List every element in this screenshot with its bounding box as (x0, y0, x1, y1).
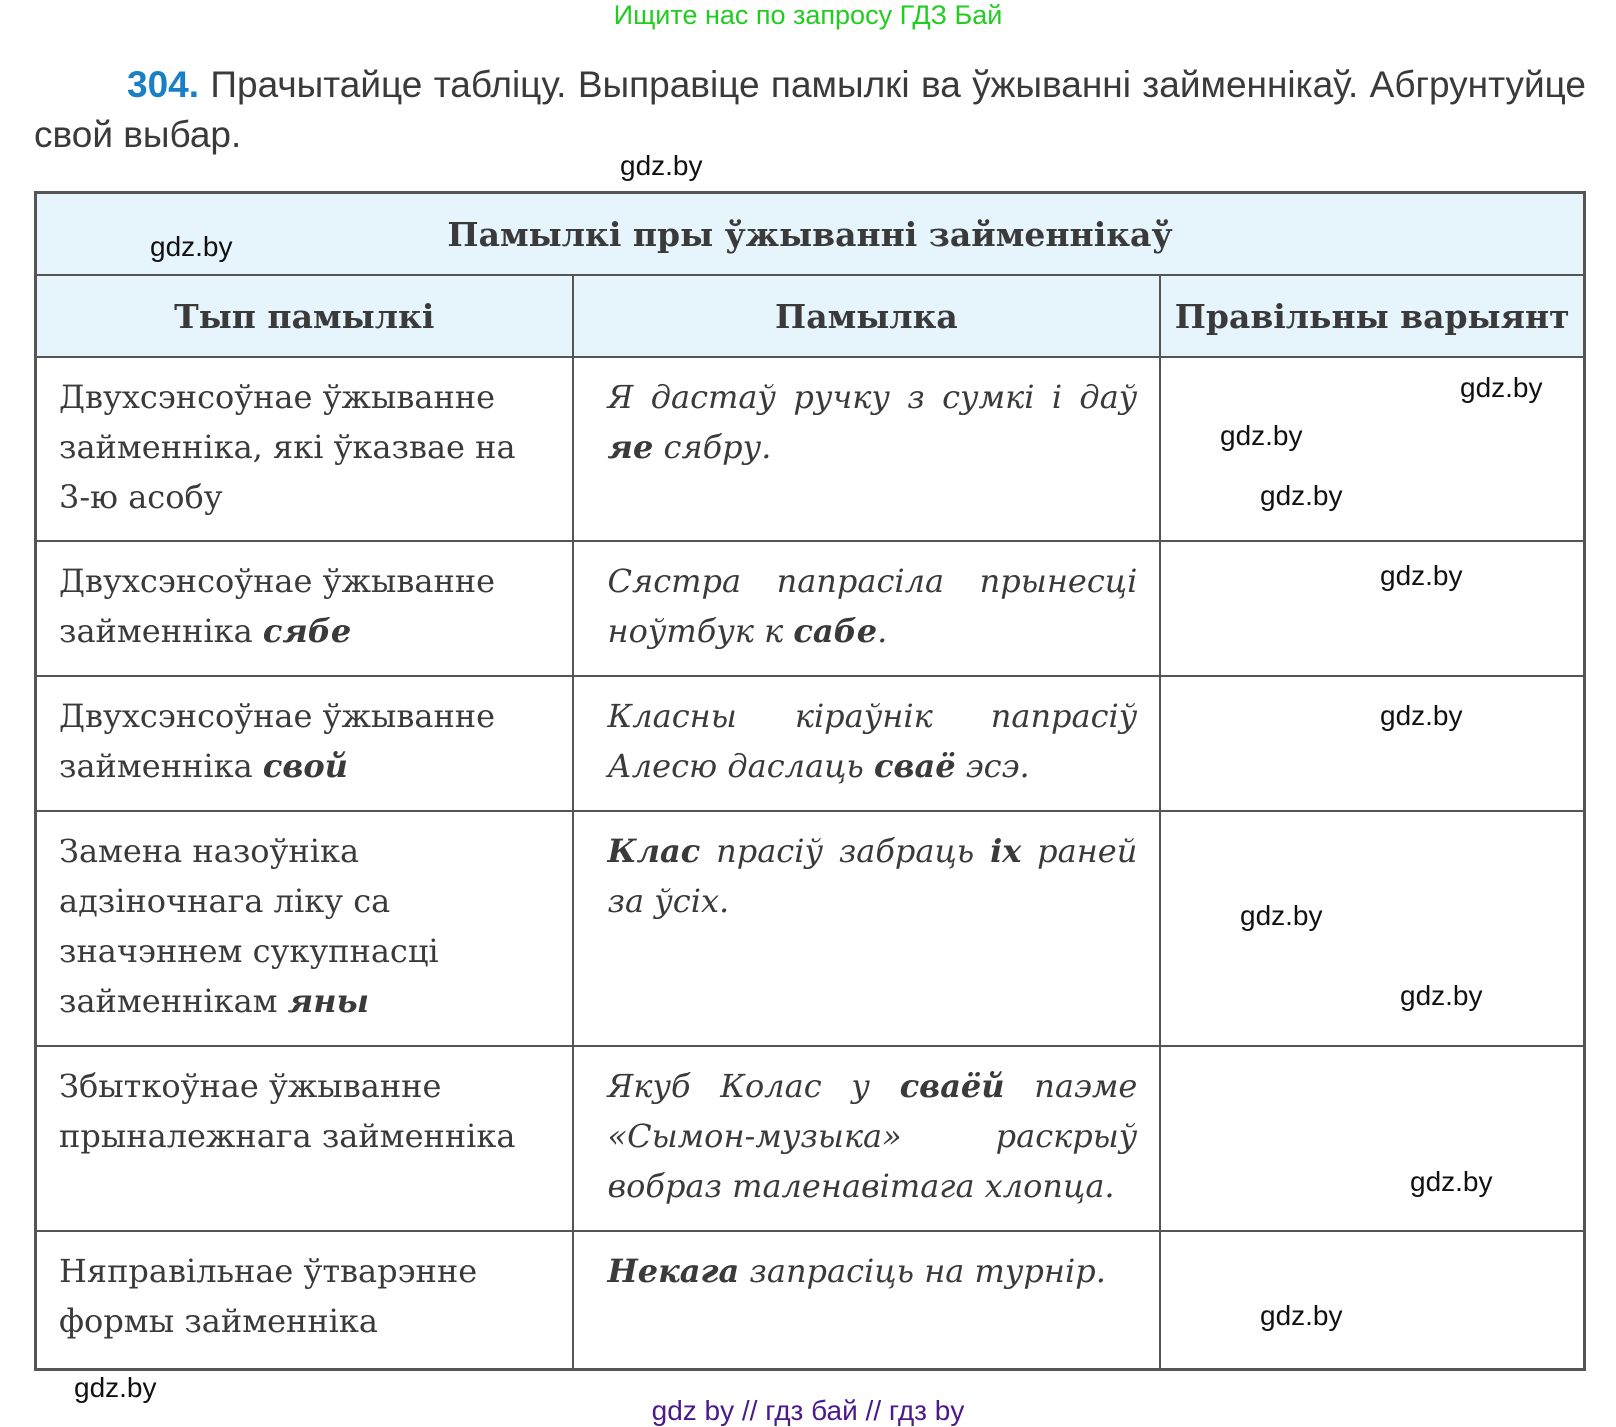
header-correct: Правільны варыянт (1160, 275, 1584, 357)
example-bold-start: Некага (607, 1252, 740, 1290)
task-statement (34, 60, 1586, 160)
error-type-cell (36, 811, 573, 1046)
error-type: Двухсэнсоўнае ўжыванне займенніка (59, 562, 496, 650)
error-example-cell (573, 357, 1161, 541)
example-text-end: . (877, 612, 888, 650)
error-type: Няправільнае ўтварэнне формы займенніка (59, 1252, 478, 1340)
table-row (36, 541, 1585, 676)
example-text-end: сябру. (653, 428, 772, 466)
error-type: Замена назоўніка адзіночнага ліку са значэннем сукупнасці займеннікам (59, 832, 439, 1020)
table-title: Памылкі пры ўжыванні займеннікаў (36, 193, 1585, 276)
error-type-pronoun: свой (262, 747, 348, 785)
table-row (36, 676, 1585, 811)
error-example-cell (573, 811, 1161, 1046)
watermark: gdz.by (1220, 420, 1303, 451)
error-type-cell (36, 541, 573, 676)
example-pronoun: іх (990, 832, 1022, 870)
error-type: Збыткоўнае ўжыванне прыналежнага займенніка (59, 1067, 516, 1155)
error-type-pronoun: сябе (262, 612, 352, 650)
error-type-pronoun: яны (287, 982, 370, 1020)
example-pronoun: сваё (873, 747, 956, 785)
error-type: Двухсэнсоўнае ўжыванне займенніка (59, 697, 496, 785)
table-row (36, 1231, 1585, 1369)
example-pronoun: сабе (793, 612, 878, 650)
error-type-cell (36, 676, 573, 811)
example-pronoun: сваёй (899, 1067, 1005, 1105)
task-text: Прачытайце табліцу. Выправіце памылкі ва ўжыванні займеннікаў. Абгрунтуйце свой выбар. (34, 64, 1586, 155)
example-text-end: паэме «Сымон-музыка» раскрыў вобраз таленавітага хлопца. (607, 1067, 1138, 1205)
task-number: 304. (127, 64, 200, 105)
watermark: gdz.by (1240, 900, 1323, 931)
example-pronoun: яе (607, 428, 654, 466)
correct-variant-cell[interactable] (1160, 1231, 1584, 1369)
watermark: gdz.by (1460, 372, 1543, 403)
watermark: gdz.by (150, 231, 233, 262)
table-row (36, 1046, 1585, 1231)
error-type-cell (36, 1231, 573, 1369)
watermark: gdz.by (1260, 480, 1343, 511)
error-type-cell (36, 357, 573, 541)
correct-variant-cell[interactable] (1160, 811, 1584, 1046)
error-example-cell (573, 676, 1161, 811)
error-type: Двухсэнсоўнае ўжыванне займенніка, які ўказвае на 3-ю асобу (59, 378, 516, 516)
watermark: gdz.by (1380, 700, 1463, 731)
watermark: gdz.by (1400, 980, 1483, 1011)
header-error-type: Тып памылкі (36, 275, 573, 357)
header-error: Памылка (573, 275, 1161, 357)
example-text-end: раней за ўсіх. (607, 832, 1138, 920)
footer-links: gdz by // гдз бай // гдз by (651, 1395, 965, 1426)
correct-variant-cell[interactable] (1160, 1046, 1584, 1231)
correct-variant-cell[interactable] (1160, 676, 1584, 811)
watermark: gdz.by (1380, 560, 1463, 591)
correct-variant-cell[interactable] (1160, 541, 1584, 676)
error-example-cell (573, 541, 1161, 676)
example-text: Класны кіраўнік папрасіў Алесю даслаць (607, 697, 1138, 785)
watermark: gdz.by (1260, 1300, 1343, 1331)
error-example-cell (573, 1046, 1161, 1231)
example-text-end: эсэ. (955, 747, 1030, 785)
watermark: gdz.by (1410, 1166, 1493, 1197)
error-example-cell (573, 1231, 1161, 1369)
pronoun-errors-table (34, 191, 1586, 1371)
watermark: gdz.by (74, 1372, 157, 1403)
example-text: Я дастаў ручку з сумкі і даў (607, 378, 1138, 416)
example-text: Сястра папрасіла прынесці ноўтбук к (607, 562, 1138, 650)
watermark: gdz.by (620, 150, 703, 181)
search-banner: Ищите нас по запросу ГДЗ Бай (613, 0, 1003, 30)
example-text: запрасіць на турнір. (739, 1252, 1106, 1290)
table-row (36, 357, 1585, 541)
error-type-cell (36, 1046, 573, 1231)
example-text: Якуб Колас у (607, 1067, 900, 1105)
table-row (36, 811, 1585, 1046)
example-text: прасіў забраць (700, 832, 991, 870)
example-bold-start: Клас (607, 832, 701, 870)
